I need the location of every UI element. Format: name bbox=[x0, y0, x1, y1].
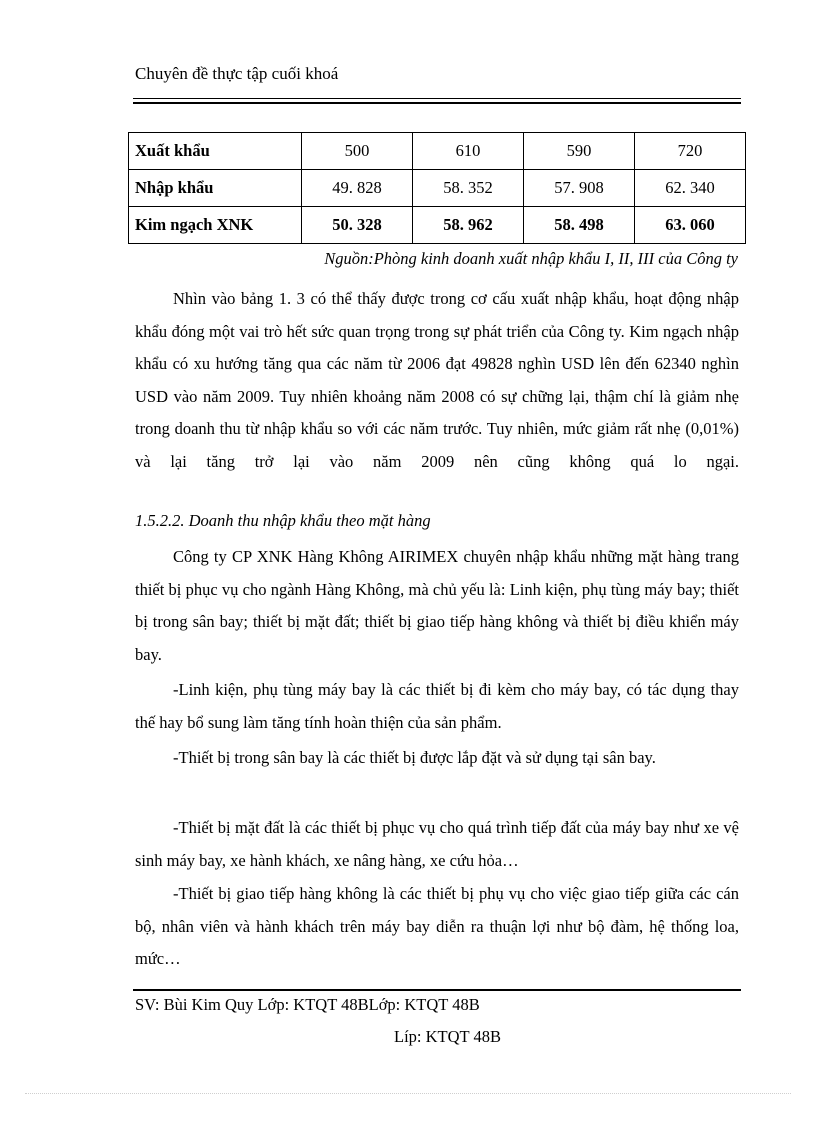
table-cell: 57. 908 bbox=[524, 170, 635, 207]
footer-class-info: Líp: KTQT 48B bbox=[394, 1027, 501, 1046]
table-row bbox=[129, 133, 746, 170]
section-subheading: 1.5.2.2. Doanh thu nhập khẩu theo mặt hàng bbox=[135, 511, 431, 530]
table-cell: 62. 340 bbox=[635, 170, 746, 207]
table-cell: 58. 498 bbox=[524, 207, 635, 244]
table-cell: 500 bbox=[302, 133, 413, 170]
row-label: Kim ngạch XNK bbox=[129, 207, 302, 244]
row-label: Xuất khẩu bbox=[129, 133, 302, 170]
header-rule-thick bbox=[133, 102, 741, 104]
page-bottom-border bbox=[25, 1093, 791, 1094]
header-rule-thin bbox=[133, 98, 741, 99]
page-header-title: Chuyên đề thực tập cuối khoá bbox=[135, 64, 339, 83]
table-row bbox=[129, 170, 746, 207]
table-cell: 50. 328 bbox=[302, 207, 413, 244]
row-label: Nhập khẩu bbox=[129, 170, 302, 207]
paragraph-aircraft-parts: -Linh kiện, phụ tùng máy bay là các thiết bị đi kèm cho máy bay, có tác dụng thay thế hay bổ sung làm tăng tính hoàn thiện của sản phẩm. bbox=[135, 680, 739, 732]
footer-student-info: SV: Bùi Kim Quy Lớp: KTQT 48BLớp: KTQT 48B bbox=[135, 995, 480, 1014]
table-cell: 590 bbox=[524, 133, 635, 170]
table-cell: 58. 962 bbox=[413, 207, 524, 244]
table-source-note: Nguồn:Phòng kinh doanh xuất nhập khẩu I, II, III của Công ty bbox=[324, 249, 738, 268]
table-cell: 63. 060 bbox=[635, 207, 746, 244]
trade-table bbox=[128, 132, 746, 244]
paragraph-ground-equipment: -Thiết bị mặt đất là các thiết bị phục vụ cho quá trình tiếp đất của máy bay như xe vệ sinh máy bay, xe hành khách, xe nâng hàng, xe cứu hỏa… bbox=[135, 818, 739, 870]
table-cell: 720 bbox=[635, 133, 746, 170]
paragraph-airport-equipment: -Thiết bị trong sân bay là các thiết bị được lắp đặt và sử dụng tại sân bay. bbox=[173, 748, 656, 767]
footer-rule bbox=[133, 989, 741, 991]
paragraph-communication-equipment: -Thiết bị giao tiếp hàng không là các thiết bị phụ vụ cho việc giao tiếp giữa các cán bộ, nhân viên và hành khách trên máy bay diễn ra thuận lợi như bộ đàm, hệ thống loa, mức… bbox=[135, 884, 739, 968]
table-row bbox=[129, 207, 746, 244]
table-cell: 58. 352 bbox=[413, 170, 524, 207]
table-cell: 49. 828 bbox=[302, 170, 413, 207]
paragraph-company-intro: Công ty CP XNK Hàng Không AIRIMEX chuyên nhập khẩu những mặt hàng trang thiết bị phục vụ cho ngành Hàng Không, mà chủ yếu là: Linh kiện, phụ tùng máy bay; thiết bị trong sân bay; thiết bị mặt đất; thiết bị giao tiếp hàng không và thiết bị điều khiển máy bay. bbox=[135, 547, 739, 664]
table-cell: 610 bbox=[413, 133, 524, 170]
paragraph-analysis: Nhìn vào bảng 1. 3 có thể thấy được trong cơ cấu xuất nhập khẩu, hoạt động nhập khẩu đóng một vai trò hết sức quan trọng trong sự phát triển của Công ty. Kim ngạch nhập khẩu có xu hướng tăng qua các năm từ 2006 đạt 49828 nghìn USD lên đến 62340 nghìn USD vào năm 2009. Tuy nhiên khoảng năm 2008 có sự chững lại, thậm chí là giảm nhẹ trong doanh thu từ nhập khẩu so với các năm trước. Tuy nhiên, mức giảm rất nhẹ (0,01%) và lại tăng trở lại vào năm 2009 nên cũng không quá lo ngại. bbox=[135, 289, 739, 471]
